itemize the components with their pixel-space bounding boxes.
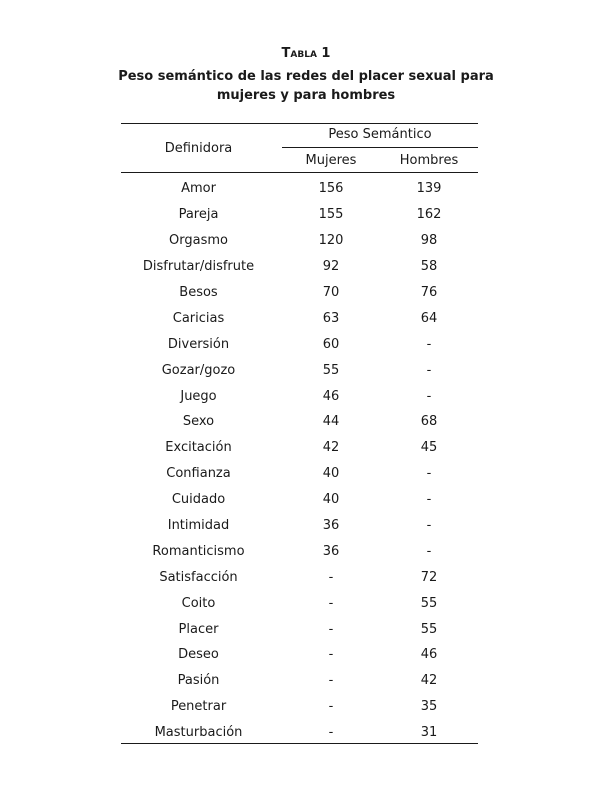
cell-definidora: Penetrar [170, 699, 227, 715]
cell-hombres: 42 [420, 673, 438, 689]
table-row [121, 513, 478, 539]
cell-hombres: - [426, 518, 432, 534]
cell-mujeres: 36 [322, 518, 340, 534]
table-row [121, 616, 478, 642]
cell-mujeres: 36 [322, 543, 340, 559]
table-row [121, 305, 478, 331]
table-title-line-1: Peso semántico de las redes del placer sexual para [118, 69, 494, 84]
table-row [121, 383, 478, 409]
cell-definidora: Confianza [166, 466, 231, 482]
cell-definidora: Amor [181, 181, 216, 197]
table-header-rule [121, 172, 478, 173]
cell-mujeres: 46 [322, 388, 340, 404]
table-title-line-2: mujeres y para hombres [216, 88, 396, 103]
cell-definidora: Cuidado [171, 492, 226, 508]
cell-definidora: Romanticismo [152, 543, 245, 559]
cell-hombres: 31 [420, 725, 438, 741]
table-row [121, 564, 478, 590]
table-title [0, 67, 612, 105]
table-row [121, 202, 478, 228]
cell-mujeres: 155 [318, 207, 344, 223]
cell-definidora: Juego [180, 388, 217, 404]
table-row [121, 176, 478, 202]
table-row [121, 254, 478, 280]
cell-mujeres: 40 [322, 492, 340, 508]
table-row [121, 435, 478, 461]
cell-hombres: 35 [420, 699, 438, 715]
cell-hombres: 55 [420, 621, 438, 637]
cell-mujeres: 156 [318, 181, 344, 197]
table-row [121, 487, 478, 513]
table-body [121, 176, 478, 746]
cell-hombres: 72 [420, 569, 438, 585]
cell-mujeres: 70 [322, 285, 340, 300]
table-row [121, 331, 478, 357]
table-row [121, 642, 478, 668]
cell-mujeres: 55 [322, 362, 340, 378]
cell-definidora: Coito [181, 595, 216, 611]
cell-mujeres: 40 [322, 466, 340, 482]
header-hombres: Hombres [399, 153, 459, 168]
cell-mujeres: - [328, 569, 334, 585]
cell-hombres: 55 [420, 595, 438, 611]
table-top-rule [121, 123, 478, 124]
cell-hombres: - [426, 388, 432, 404]
cell-mujeres: 60 [322, 336, 340, 352]
cell-hombres: 68 [420, 414, 438, 430]
cell-mujeres: 92 [322, 259, 340, 275]
cell-definidora: Gozar/gozo [161, 362, 236, 378]
cell-definidora: Excitación [165, 440, 232, 456]
cell-definidora: Disfrutar/disfrute [142, 259, 255, 275]
cell-definidora: Pareja [178, 207, 219, 223]
table-row [121, 280, 478, 306]
table-row [121, 590, 478, 616]
header-definidora: Definidora [164, 141, 233, 156]
table-row [121, 409, 478, 435]
cell-mujeres: - [328, 595, 334, 611]
cell-hombres: 46 [420, 647, 438, 663]
cell-mujeres: 42 [322, 440, 340, 456]
table-row [121, 538, 478, 564]
cell-mujeres: 120 [318, 233, 344, 249]
cell-mujeres: - [328, 621, 334, 637]
header-mujeres: Mujeres [305, 153, 357, 168]
cell-definidora: Diversión [167, 336, 230, 352]
cell-mujeres: - [328, 725, 334, 741]
cell-hombres: 45 [420, 440, 438, 456]
cell-definidora: Masturbación [154, 725, 243, 741]
cell-definidora: Pasión [177, 673, 220, 689]
table-row [121, 461, 478, 487]
cell-definidora: Orgasmo [169, 233, 228, 249]
header-peso-semantico: Peso Semántico [328, 127, 432, 142]
table-label: Tabla 1 [281, 46, 331, 61]
table-row [121, 228, 478, 254]
header-group-rule [282, 147, 478, 148]
cell-hombres: - [426, 362, 432, 378]
cell-hombres: - [426, 466, 432, 482]
cell-definidora: Sexo [182, 414, 215, 430]
cell-mujeres: - [328, 647, 334, 663]
cell-hombres: 139 [416, 181, 442, 197]
cell-definidora: Satisfacción [159, 569, 238, 585]
cell-mujeres: 63 [322, 310, 340, 326]
cell-mujeres: - [328, 699, 334, 715]
cell-hombres: 76 [420, 285, 438, 300]
table-row [121, 668, 478, 694]
cell-hombres: 162 [416, 207, 442, 223]
cell-hombres: 64 [420, 310, 438, 326]
table-row [121, 720, 478, 746]
cell-definidora: Deseo [178, 647, 219, 663]
cell-hombres: - [426, 336, 432, 352]
cell-hombres: 58 [420, 259, 438, 275]
cell-hombres: - [426, 492, 432, 508]
table-row [121, 694, 478, 720]
cell-hombres: - [426, 543, 432, 559]
cell-definidora: Besos [179, 285, 218, 300]
cell-hombres: 98 [420, 233, 438, 249]
cell-mujeres: 44 [322, 414, 340, 430]
table-row [121, 357, 478, 383]
cell-definidora: Caricias [172, 310, 225, 326]
cell-definidora: Placer [178, 621, 219, 637]
cell-definidora: Intimidad [167, 518, 230, 534]
table-bottom-rule [121, 743, 478, 744]
cell-mujeres: - [328, 673, 334, 689]
